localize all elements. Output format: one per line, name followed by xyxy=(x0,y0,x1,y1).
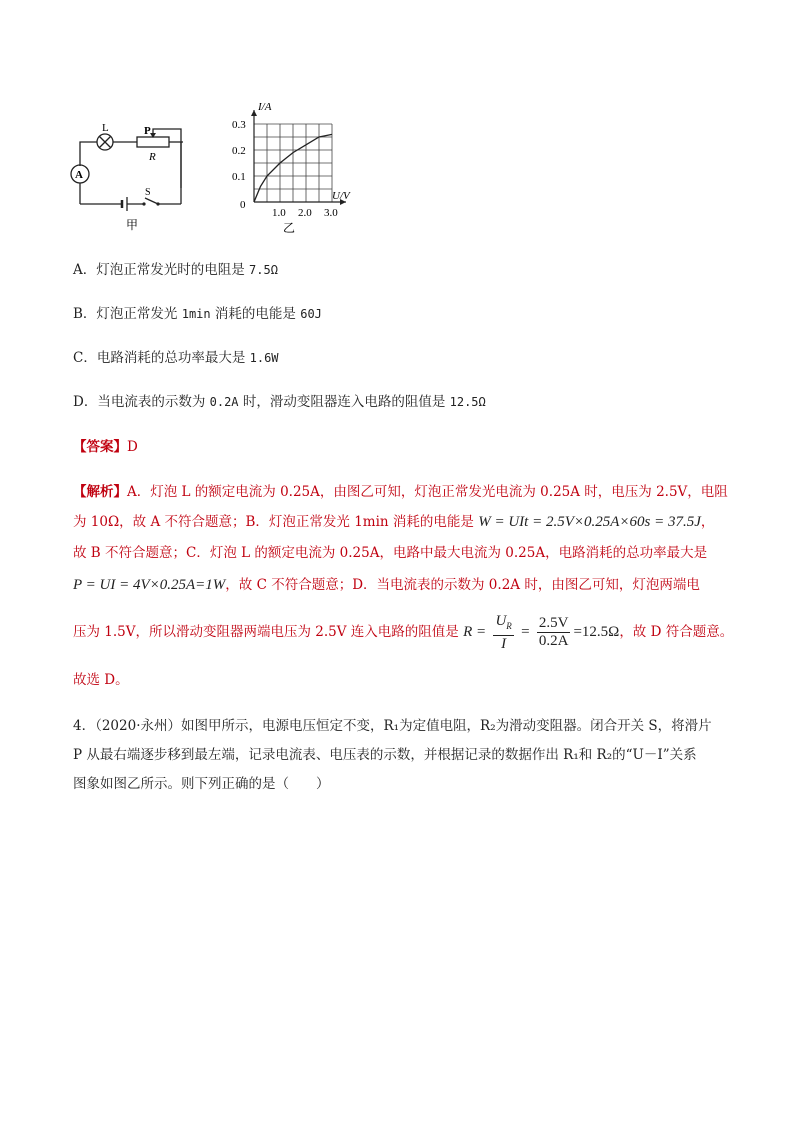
option-b-time: 1min xyxy=(181,307,211,321)
origin-label: 0 xyxy=(240,199,246,211)
option-b-text: B．灯泡正常发光 xyxy=(73,306,182,322)
frac1-numerator: U xyxy=(495,612,507,629)
option-a-text: A．灯泡正常发光时的电阻是 xyxy=(73,262,250,278)
graph-grid xyxy=(254,124,332,202)
analysis-text-5b: ，故 D 符合题意。 xyxy=(619,624,734,640)
analysis-line-6 xyxy=(73,671,129,689)
analysis-line-3 xyxy=(73,544,707,562)
iu-graph-yi xyxy=(228,98,368,238)
analysis-text-2: 为 10Ω，故 A 不符合题意；B．灯泡正常发光 1min 消耗的电能是 xyxy=(73,514,474,530)
resistance-result: =12.5Ω xyxy=(573,624,620,640)
energy-formula: W = UIt = 2.5V×0.25A×60s = 37.5J xyxy=(478,514,701,530)
caption-yi: 乙 xyxy=(283,221,296,235)
question4-text-2: P 从最右端逐步移到最左端，记录电流表、电压表的示数，并根据记录的数据作出 R₁和 R₂的“U－I”关系 xyxy=(73,747,697,763)
option-a-value: 7.5Ω xyxy=(249,263,278,277)
label-lamp: L xyxy=(102,122,109,134)
x-tick-label: 1.0 xyxy=(272,207,286,219)
analysis-text-2b: ， xyxy=(700,514,715,530)
y-axis-label: I/A xyxy=(258,101,272,113)
analysis-line-4 xyxy=(73,576,700,594)
answer-value: D xyxy=(127,439,138,455)
analysis-text-6: 故选 D。 xyxy=(73,672,129,688)
x-tick-label: 3.0 xyxy=(324,207,338,219)
option-a xyxy=(73,261,278,279)
question4-line-2 xyxy=(73,746,697,764)
option-c xyxy=(73,349,279,367)
label-switch: S xyxy=(145,187,151,198)
option-c-text: C．电路消耗的总功率最大是 xyxy=(73,350,250,366)
y-tick-label: 0.3 xyxy=(232,119,246,131)
equals-sign: = xyxy=(521,624,530,640)
analysis-text-5: 压为 1.5V，所以滑动变阻器两端电压为 2.5V 连入电路的阻值是 xyxy=(73,624,459,640)
analysis-line-2 xyxy=(73,513,714,531)
fraction-values xyxy=(537,615,571,650)
option-d xyxy=(73,393,486,411)
question4-line-1 xyxy=(73,717,712,735)
option-d-text2: 时，滑动变阻器连入电路的阻值是 xyxy=(238,394,450,410)
question4-text-1: 4．（2020·永州）如图甲所示，电源电压恒定不变，R₁为定值电阻，R₂为滑动变阻器。闭合开关 S，将滑片 xyxy=(73,718,712,734)
question4-line-3 xyxy=(73,775,330,793)
resistance-symbol: R = xyxy=(463,624,487,640)
caption-jia: 甲 xyxy=(126,218,139,232)
option-b-text2: 消耗的电能是 xyxy=(210,306,301,322)
question4-text-3: 图象如图乙所示。则下列正确的是（ ） xyxy=(73,776,330,792)
fraction-ur-over-i xyxy=(493,613,513,653)
option-d-current: 0.2A xyxy=(209,395,239,409)
analysis-tag: 【解析】 xyxy=(73,484,127,500)
answer-line xyxy=(73,438,138,456)
analysis-text-1: A．灯泡 L 的额定电流为 0.25A，由图乙可知，灯泡正常发光电流为 0.25A 时，电压为 2.5V，电阻 xyxy=(127,484,728,500)
frac1-subscript: R xyxy=(506,620,512,631)
x-tick-label: 2.0 xyxy=(298,207,312,219)
label-resistor: R xyxy=(149,151,156,163)
frac2-numerator: 2.5V xyxy=(538,615,569,631)
label-ammeter: A xyxy=(75,169,83,181)
analysis-text-4: ，故 C 不符合题意；D．当电流表的示数为 0.2A 时，由图乙可知，灯泡两端电 xyxy=(225,577,700,593)
analysis-line-1 xyxy=(73,483,728,501)
y-tick-label: 0.1 xyxy=(232,171,246,183)
option-b xyxy=(73,305,322,323)
option-d-text: D．当电流表的示数为 xyxy=(73,394,210,410)
option-b-value: 60J xyxy=(300,307,322,321)
label-slider: P xyxy=(144,125,151,137)
option-c-value: 1.6W xyxy=(249,351,279,365)
analysis-line-5 xyxy=(73,612,733,653)
y-tick-label: 0.2 xyxy=(232,145,246,157)
y-axis-arrow xyxy=(251,110,257,116)
frac2-denominator: 0.2A xyxy=(538,633,569,649)
frac1-denominator: I xyxy=(501,635,507,652)
x-axis-label: U/V xyxy=(332,190,350,202)
circuit-diagram-jia xyxy=(65,118,205,236)
option-d-value: 12.5Ω xyxy=(449,395,486,409)
power-formula: P = UI = 4V×0.25A=1W xyxy=(73,577,226,593)
answer-tag: 【答案】 xyxy=(73,439,127,455)
analysis-text-3: 故 B 不符合题意；C．灯泡 L 的额定电流为 0.25A，电路中最大电流为 0.25A，电路消耗的总功率最大是 xyxy=(73,545,708,561)
